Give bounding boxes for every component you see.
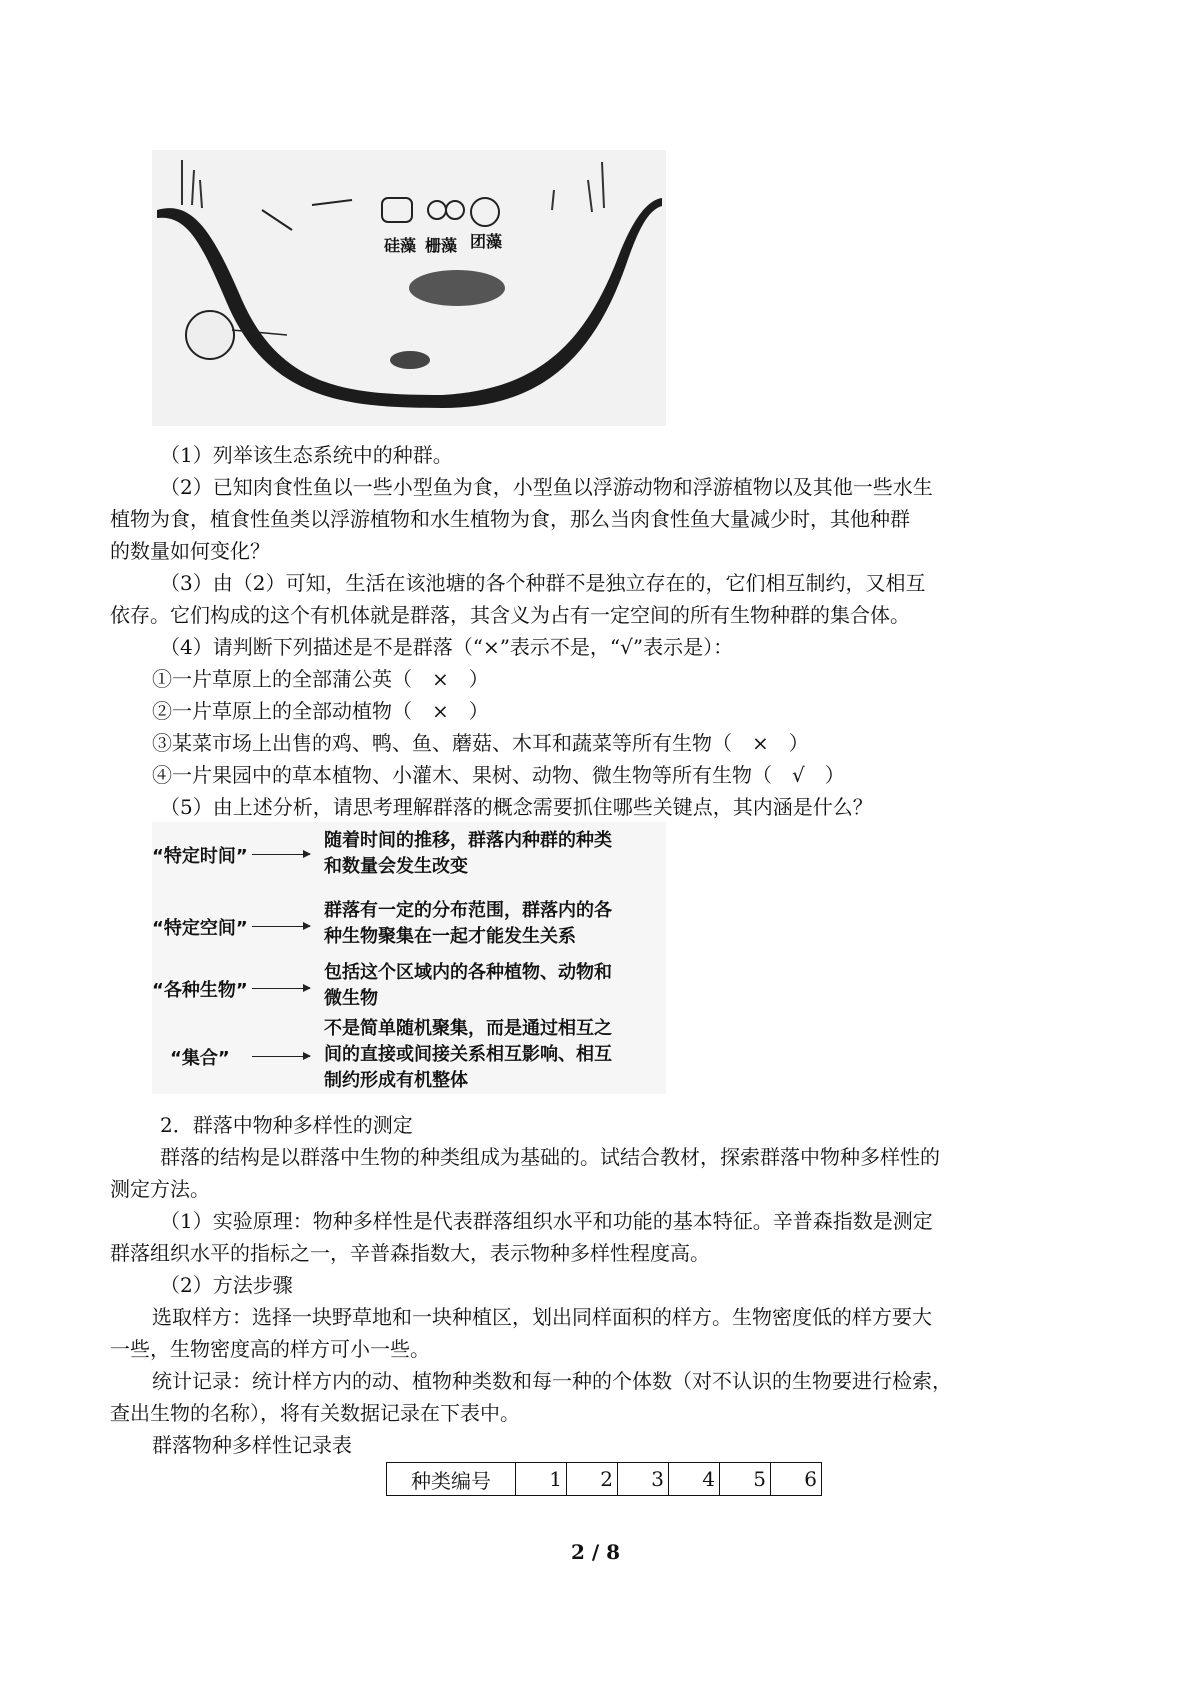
question-4-item-4: ④一片果园中的草本植物、小灌木、果树、动物、微生物等所有生物（ √ ） bbox=[152, 763, 845, 787]
concept-desc-line: 和数量会发生改变 bbox=[324, 856, 468, 877]
table-cell: 3 bbox=[618, 1463, 669, 1496]
arrow-icon bbox=[252, 988, 310, 989]
concept-key: “特定时间” bbox=[152, 846, 248, 867]
plankton-group bbox=[262, 198, 499, 230]
section-2-intro-line-2: 测定方法。 bbox=[110, 1177, 210, 1201]
sampling-line-1: 选取样方：选择一块野草地和一块种植区，划出同样面积的样方。生物密度低的样方要大 bbox=[152, 1305, 932, 1329]
question-4-item-1: ①一片草原上的全部蒲公英（ × ） bbox=[152, 667, 489, 691]
question-4: （4）请判断下列描述是不是群落（“×”表示不是，“√”表示是）： bbox=[160, 635, 734, 659]
table-cell: 6 bbox=[771, 1463, 822, 1496]
section-2-title: 2．群落中物种多样性的测定 bbox=[160, 1113, 413, 1137]
pond-illustration bbox=[152, 150, 666, 426]
section-2-intro-line-1: 群落的结构是以群落中生物的种类组成为基础的。试结合教材，探索群落中物种多样性的 bbox=[160, 1145, 940, 1169]
question-1: （1）列举该生态系统中的种群。 bbox=[160, 443, 453, 467]
table-cell: 1 bbox=[516, 1463, 567, 1496]
concept-row bbox=[152, 956, 666, 1012]
table-row bbox=[387, 1463, 822, 1496]
pond-ecosystem-figure bbox=[152, 150, 666, 426]
concept-desc-line: 制约形成有机整体 bbox=[324, 1070, 468, 1091]
reed-plants-left bbox=[182, 160, 202, 208]
concept-desc-line: 包括这个区域内的各种植物、动物和 bbox=[324, 962, 612, 983]
concept-key: “各种生物” bbox=[152, 980, 248, 1001]
question-3-line-2: 依存。它们构成的这个有机体就是群落，其含义为占有一定空间的所有生物种群的集合体。 bbox=[110, 603, 910, 627]
label-volvox: 团藻 bbox=[470, 232, 503, 251]
question-2-line-2: 植物为食，植食性鱼类以浮游植物和水生植物为食，那么当肉食性鱼大量减少时，其他种群 bbox=[110, 507, 910, 531]
table-header-cell: 种类编号 bbox=[387, 1463, 516, 1496]
inset-circle bbox=[186, 311, 234, 359]
concept-desc-line: 微生物 bbox=[324, 988, 378, 1009]
concept-desc-line: 不是简单随机聚集，而是通过相互之 bbox=[324, 1018, 612, 1039]
community-concept-diagram bbox=[152, 822, 666, 1094]
label-scenedesmus: 栅藻 bbox=[425, 236, 458, 255]
concept-desc-line: 间的直接或间接关系相互影响、相互 bbox=[324, 1044, 612, 1065]
concept-desc-line: 随着时间的推移，群落内种群的种类 bbox=[324, 830, 612, 851]
label-diatom: 硅藻 bbox=[384, 236, 417, 255]
reed-plants-right bbox=[552, 162, 604, 212]
question-4-item-2: ②一片草原上的全部动植物（ × ） bbox=[152, 699, 489, 723]
bottom-fish bbox=[390, 351, 430, 369]
question-2-line-1: （2）已知肉食性鱼以一些小型鱼为食，小型鱼以浮游动物和浮游植物以及其他一些水生 bbox=[160, 475, 933, 499]
sampling-line-2: 一些，生物密度高的样方可小一些。 bbox=[110, 1337, 430, 1361]
table-cell: 2 bbox=[567, 1463, 618, 1496]
principle-line-1: （1）实验原理：物种多样性是代表群落组织水平和功能的基本特征。辛普森指数是测定 bbox=[160, 1209, 933, 1233]
question-3-line-1: （3）由（2）可知，生活在该池塘的各个种群不是独立存在的，它们相互制约，又相互 bbox=[160, 571, 926, 595]
principle-line-2: 群落组织水平的指标之一，辛普森指数大，表示物种多样性程度高。 bbox=[110, 1241, 710, 1265]
concept-row bbox=[152, 894, 666, 950]
concept-desc-line: 群落有一定的分布范围，群落内的各 bbox=[324, 900, 612, 921]
fish bbox=[409, 270, 505, 306]
concept-row bbox=[152, 828, 666, 884]
arrow-icon bbox=[252, 1056, 310, 1057]
arrow-icon bbox=[252, 854, 310, 855]
table-cell: 5 bbox=[720, 1463, 771, 1496]
concept-row bbox=[152, 1016, 666, 1094]
recording-line-1: 统计记录：统计样方内的动、植物种类数和每一种的个体数（对不认识的生物要进行检索， bbox=[152, 1369, 952, 1393]
recording-line-2: 查出生物的名称），将有关数据记录在下表中。 bbox=[110, 1401, 520, 1425]
question-4-item-3: ③某菜市场上出售的鸡、鸭、鱼、蘑菇、木耳和蔬菜等所有生物（ × ） bbox=[152, 731, 809, 755]
question-2-line-3: 的数量如何变化？ bbox=[110, 539, 270, 563]
concept-key: “特定空间” bbox=[152, 918, 248, 939]
arrow-icon bbox=[252, 926, 310, 927]
table-cell: 4 bbox=[669, 1463, 720, 1496]
concept-desc-line: 种生物聚集在一起才能发生关系 bbox=[324, 926, 576, 947]
diversity-record-table bbox=[386, 1462, 822, 1496]
pond-basin bbox=[157, 198, 662, 408]
question-5: （5）由上述分析，请思考理解群落的概念需要抓住哪些关键点，其内涵是什么？ bbox=[160, 795, 873, 819]
table-title: 群落物种多样性记录表 bbox=[152, 1433, 352, 1457]
method-heading: （2）方法步骤 bbox=[160, 1273, 293, 1297]
page-number: 2 / 8 bbox=[570, 1540, 621, 1564]
concept-key: “集合” bbox=[170, 1048, 230, 1069]
